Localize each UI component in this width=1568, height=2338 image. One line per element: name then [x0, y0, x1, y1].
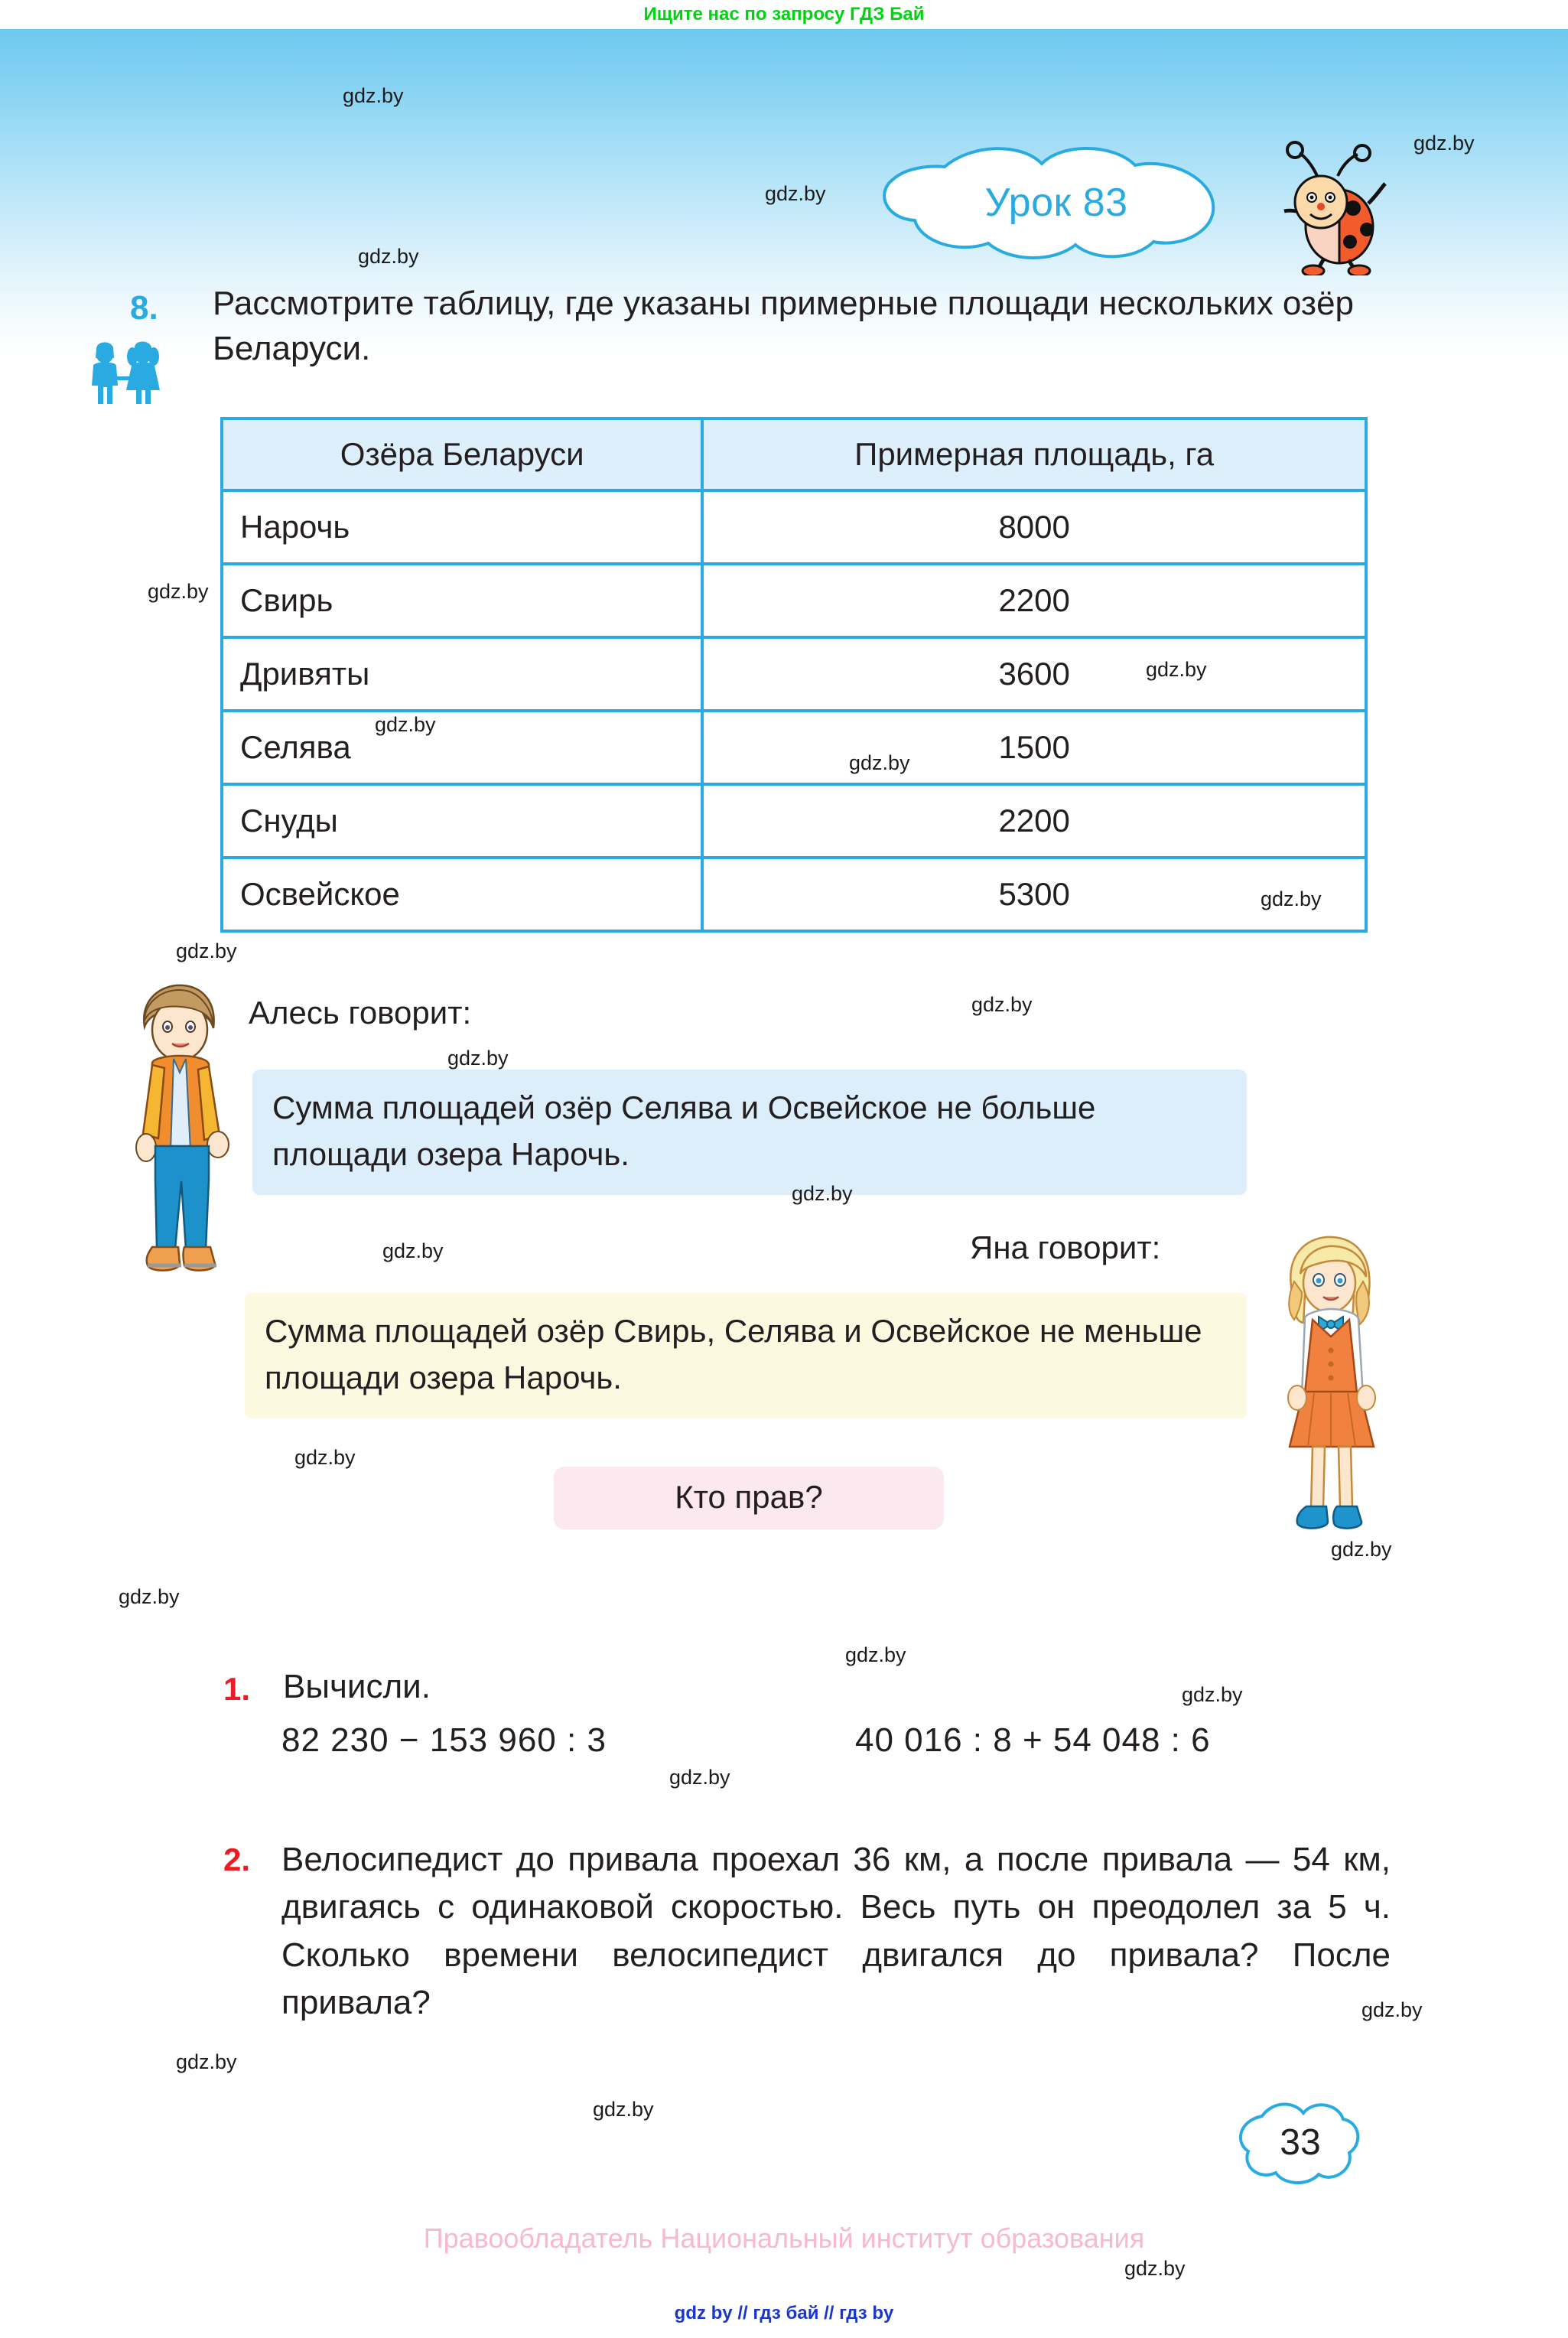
gdz-watermark: gdz.by: [971, 993, 1033, 1016]
gdz-watermark: gdz.by: [1261, 887, 1322, 910]
exercise-1-title: Вычисли.: [283, 1668, 431, 1705]
girl-character-icon: [1261, 1228, 1394, 1549]
page-number-cloud: [1231, 2096, 1369, 2188]
column-header-lake: Озёра Беларуси: [222, 418, 702, 490]
table-row: [222, 711, 1366, 784]
exercise-2-text: Велосипедист до привала проехал 36 км, а после привала — 54 км, двигаясь с одинаковой скоростью. Весь путь он преодолел за 5 ч. Сколько времени велосипедист двигался до привала? После привала?: [281, 1841, 1391, 2022]
gdz-watermark: gdz.by: [765, 182, 826, 205]
gdz-watermark: gdz.by: [176, 939, 237, 962]
exercise-1-expression-a: 82 230 − 153 960 : 3: [281, 1721, 607, 1759]
gdz-watermark: gdz.by: [849, 751, 910, 774]
lakes-table: [220, 417, 1368, 933]
boy-character-icon: [119, 973, 245, 1287]
cell-lake-name: Селява: [222, 711, 702, 784]
gdz-watermark: gdz.by: [1413, 132, 1475, 155]
exercise-2-number: 2.: [223, 1841, 251, 1877]
gdz-watermark: gdz.by: [447, 1047, 509, 1070]
gdz-watermark: gdz.by: [1146, 658, 1207, 681]
lesson-title-cloud: [872, 145, 1231, 260]
cell-lake-name: Свирь: [222, 564, 702, 637]
cell-lake-area: 8000: [702, 490, 1366, 564]
cell-lake-area: 2200: [702, 564, 1366, 637]
gdz-watermark: gdz.by: [792, 1182, 853, 1205]
table-row: [222, 637, 1366, 711]
page-number-text: 33: [1280, 2121, 1321, 2163]
gdz-watermark: gdz.by: [148, 580, 209, 603]
table-row: [222, 784, 1366, 858]
promo-banner: Ищите нас по запросу ГДЗ Бай: [0, 0, 1568, 29]
ales-speech-box: Сумма площадей озёр Селява и Освейское не больше площади озера Нарочь.: [252, 1070, 1247, 1195]
gdz-watermark: gdz.by: [119, 1585, 180, 1608]
gdz-watermark: gdz.by: [845, 1643, 906, 1666]
ales-speaker-label: Алесь говорит:: [249, 995, 472, 1031]
gdz-watermark: gdz.by: [1182, 1683, 1243, 1706]
cell-lake-area: 5300: [702, 858, 1366, 931]
yana-speech-box: Сумма площадей озёр Свирь, Селява и Освейское не меньше площади озера Нарочь.: [245, 1293, 1247, 1418]
gdz-watermark: gdz.by: [343, 84, 404, 107]
task-number: 8.: [130, 289, 158, 327]
task-statement: Рассмотрите таблицу, где указаны примерные площади нескольких озёр Беларуси.: [213, 285, 1355, 367]
cell-lake-name: Дривяты: [222, 637, 702, 711]
gdz-watermark: gdz.by: [669, 1766, 730, 1789]
gdz-watermark: gdz.by: [294, 1446, 356, 1469]
gdz-watermark: gdz.by: [375, 713, 436, 736]
cell-lake-name: Освейское: [222, 858, 702, 931]
table-row: [222, 490, 1366, 564]
yana-speaker-label: Яна говорит:: [970, 1229, 1161, 1265]
cell-lake-area: 3600: [702, 637, 1366, 711]
column-header-area: Примерная площадь, га: [702, 418, 1366, 490]
gdz-watermark: gdz.by: [1361, 1998, 1423, 2021]
ladybug-icon: [1274, 130, 1388, 275]
table-row: [222, 564, 1366, 637]
copyright-notice: Правообладатель Национальный институт образования: [423, 2222, 1145, 2254]
cell-lake-area: 2200: [702, 784, 1366, 858]
cell-lake-name: Нарочь: [222, 490, 702, 564]
gdz-watermark: gdz.by: [593, 2098, 654, 2121]
lesson-title-text: Урок 83: [984, 181, 1128, 225]
gdz-watermark: gdz.by: [176, 2050, 237, 2073]
cell-lake-name: Снуды: [222, 784, 702, 858]
exercise-1-expression-b: 40 016 : 8 + 54 048 : 6: [855, 1721, 1211, 1759]
exercise-1-number: 1.: [223, 1671, 251, 1707]
who-is-right-box: Кто прав?: [554, 1467, 944, 1529]
cell-lake-area: 1500: [702, 711, 1366, 784]
gdz-watermark: gdz.by: [358, 245, 419, 268]
table-row: [222, 858, 1366, 931]
table-header-row: [222, 418, 1366, 490]
bottom-site-links: gdz by // гдз бай // гдз by: [674, 2303, 894, 2323]
gdz-watermark: gdz.by: [1124, 2257, 1186, 2280]
gdz-watermark: gdz.by: [382, 1239, 444, 1262]
two-children-icon: [86, 337, 176, 405]
gdz-watermark: gdz.by: [1331, 1538, 1392, 1561]
